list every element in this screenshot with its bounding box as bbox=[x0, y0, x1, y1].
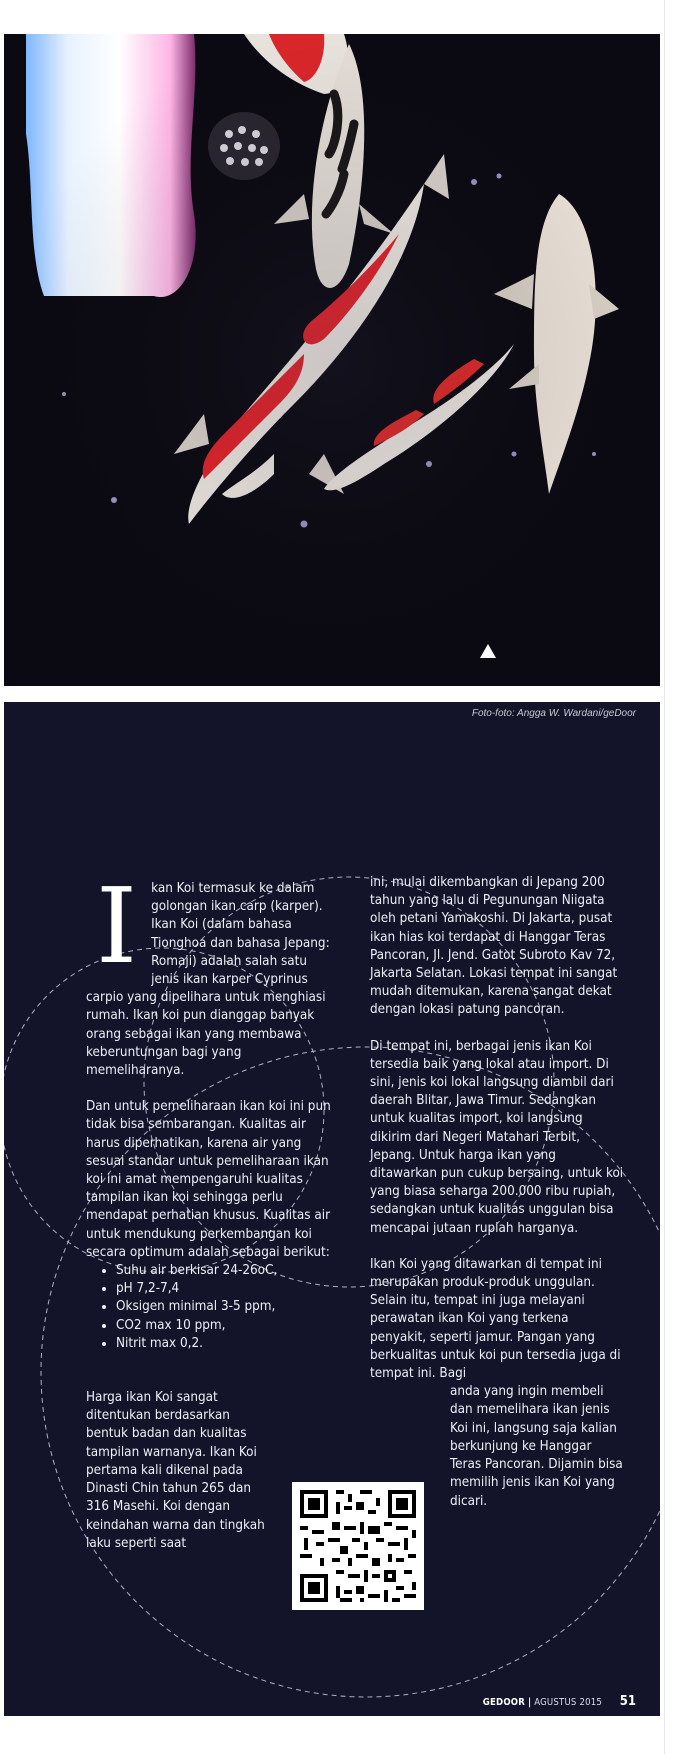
list-item: • pH 7,2-7,4 bbox=[116, 1280, 338, 1298]
drop-cap: I bbox=[96, 865, 138, 987]
list-item: • CO2 max 10 ppm, bbox=[116, 1317, 338, 1335]
koi-photo bbox=[4, 34, 660, 686]
services-paragraph: Ikan Koi yang ditawarkan di tempat ini merupakan produk-produk unggulan. Selain itu, tempat ini juga melayani perawatan ikan Koi yang terkena penyakit, seperti jamur. Pangan yang berkualitas untuk koi pun tersedia juga di tempat ini. Bagi bbox=[370, 1256, 621, 1382]
visit-paragraph: anda yang ingin membeli dan memelihara ikan jenis Koi ini, langsung saja kalian berkunjung ke Hanggar Teras Pancoran. Dijamin bisa memilih jenis ikan Koi yang dicari. bbox=[450, 1384, 623, 1509]
article-column-left bbox=[86, 865, 338, 1571]
page-edge-divider bbox=[664, 0, 665, 1754]
location-paragraph: ini, mulai dikembangkan di Jepang 200 tahun yang lalu di Pegunungan Niigata oleh petani Yamakoshi. Di Jakarta, pusat ikan hias koi terdapat di Hanggar Teras Pancoran, Jl. Jend. Gatot Subroto Kav 72, Jakarta Selatan. Lokasi tempat ini sangat mudah ditemukan, karena sangat dekat dengan lokasi patung pancoran. bbox=[370, 875, 618, 1018]
article-panel bbox=[4, 702, 660, 1716]
water-quality-list bbox=[86, 1262, 338, 1353]
qr-code-icon[interactable] bbox=[292, 1482, 424, 1610]
variety-paragraph: Di tempat ini, berbagai jenis ikan Koi tersedia baik yang lokal atau import. Di sini, jenis koi lokal langsung diambil dari daerah Blitar, Jawa Timur. Sedangkan untuk kualitas import, koi langsung dikirim dari Negeri Matahari Terbit, Jepang. Untuk harga ikan yang ditawarkan pun cukup bersaing, untuk koi yang biasa seharga 200.000 ribu rupiah, sedangkan untuk kualitas unggulan bisa mencapai jutaan rupiah harganya. bbox=[370, 1038, 624, 1236]
photo-credit: Foto-foto: Angga W. Wardani/geDoor bbox=[471, 708, 636, 719]
article-column-right bbox=[370, 874, 624, 1529]
list-item: • Suhu air berkisar 24-26oC, bbox=[116, 1262, 338, 1280]
price-paragraph: Harga ikan Koi sangat ditentukan berdasarkan bentuk badan dan kualitas tampilan warnanya. Ikan Koi pertama kali dikenal pada Dinasti Chin tahun 265 dan 316 Masehi. Koi dengan keindahan warna dan tingkah laku seperti saat bbox=[86, 1390, 265, 1551]
list-item: • Nitrit max 0,2. bbox=[116, 1335, 338, 1353]
page-number: 51 bbox=[619, 1694, 636, 1709]
page-footer bbox=[4, 1694, 660, 1713]
list-item: • Oksigen minimal 3-5 ppm, bbox=[116, 1298, 338, 1316]
water-quality-paragraph: Dan untuk pemeliharaan ikan koi ini pun tidak bisa sembarangan. Kualitas air harus diperhatikan, karena air yang sesuai standar untuk pemeliharaan ikan koi ini amat mempengaruhi kualitas tampilan ikan koi sehingga perlu mendapat perhatian khusus. Kualitas air untuk mendukung perkembangan koi secara optimum adalah sebagai berikut: bbox=[86, 1099, 331, 1260]
intro-paragraph: I kan Koi termasuk ke dalam golongan ikan carp (karper). Ikan Koi (dalam bahasa Tionghoa dan bahasa Jepang: Romaji) adalah salah satu jenis ikan karper Cyprinus carpio yang dipelihara untuk menghiasi rumah. Ikan koi pun dianggap banyak orang sebagai ikan yang membawa keberuntungan bagi yang memeliharanya. bbox=[86, 865, 330, 1079]
magazine-issue: GEDOOR | AGUSTUS 2015 bbox=[482, 1697, 602, 1708]
